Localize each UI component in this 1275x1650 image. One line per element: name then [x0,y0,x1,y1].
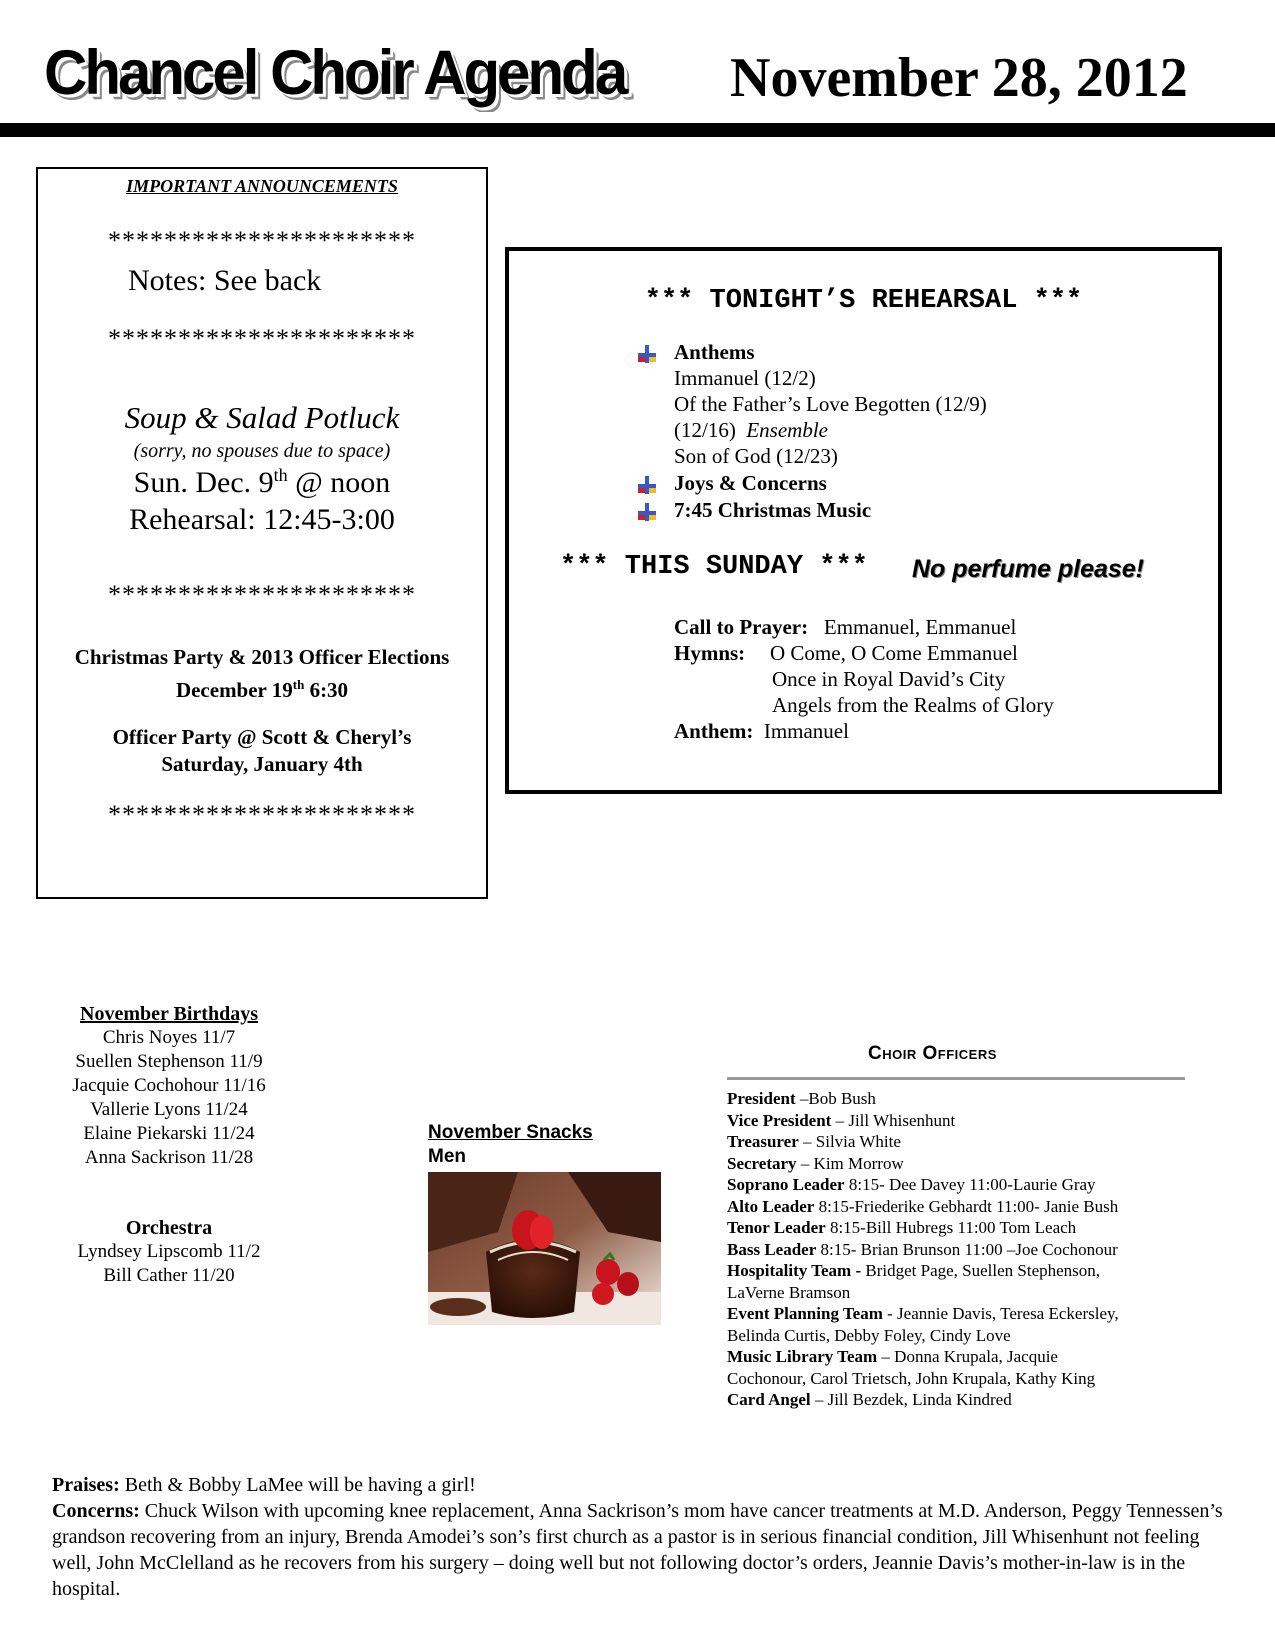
officer-role: Alto Leader [727,1196,815,1216]
hymn-item: Once in Royal David’s City [772,667,1006,691]
officer-name: – Jill Bezdek, Linda Kindred [810,1390,1012,1409]
star-divider: ********************** [108,324,416,353]
officer-row [727,1282,1227,1304]
party-date-sup: th [292,677,305,692]
christmas-party [38,644,486,704]
officer-row [727,1196,1227,1218]
officer-role: President [727,1089,796,1108]
ensemble-label: Ensemble [746,418,828,442]
officer-name: 8:15- Dee Davey 11:00-Laurie Gray [844,1175,1096,1194]
potluck-rehearsal: Rehearsal: 12:45-3:00 [129,503,395,536]
praises-label: Praises: [52,1474,120,1496]
snacks-group: Men [428,1146,466,1167]
anthem-item: Son of God (12/23) [674,444,838,468]
anthem-item: Of the Father’s Love Begotten (12/9) [674,392,987,416]
sunday-anthem [674,719,849,744]
anthem-value: Immanuel [763,719,849,743]
header-rule [0,123,1275,137]
officer-name: Cochonour, Carol Trietsch, John Krupala, Kathy King [727,1368,1096,1388]
officer-role: Tenor Leader [727,1218,826,1237]
officer-role: Soprano Leader [727,1175,845,1194]
page-date: November 28, 2012 [730,47,1188,109]
anthem-item: Immanuel (12/2) [674,366,816,390]
officer-name: – Silvia White [798,1132,901,1151]
potluck-subtitle: (sorry, no spouses due to space) [133,440,391,462]
orchestra-heading: Orchestra [125,1217,213,1239]
officer-name: 8:15-Bill Hubregs 11:00 Tom Leach [825,1218,1077,1237]
potluck-date-sup: th [273,465,288,485]
officer-role: Hospitality Team - [727,1261,862,1280]
perfume-notice: No perfume please! [912,555,1145,583]
officer-party-line1: Officer Party @ Scott & Cheryl’s [112,725,412,749]
birthdays-section [40,1002,298,1170]
officer-name: – Kim Morrow [796,1153,904,1173]
officers-list [727,1088,1227,1411]
potluck-date [38,465,486,500]
rehearsal-heading: *** TONIGHT’S REHEARSAL *** [644,286,1083,316]
orchestra-section [40,1216,298,1288]
officer-party-line2: Saturday, January 4th [161,752,363,776]
concerns-paragraph [52,1498,1242,1602]
officer-row [727,1131,1227,1153]
hymns-label-text: Hymns: [674,641,746,665]
officer-role: Music Library Team [727,1347,878,1366]
anthem-item-ensemble [674,418,828,443]
officer-role: Card Angel [727,1390,811,1409]
potluck-title: Soup & Salad Potluck [124,400,400,435]
officers-heading: Choir Officers [868,1043,997,1064]
officer-name: LaVerne Bramson [727,1282,851,1302]
potluck-date-prefix: Sun. Dec. 9 [133,466,274,499]
officer-name: Bridget Page, Suellen Stephenson, [861,1261,1101,1280]
birthday-item: Elaine Piekarski 11/24 [83,1123,255,1144]
birthday-item: Suellen Stephenson 11/9 [75,1051,263,1072]
star-divider: ********************** [108,800,416,829]
officer-role: Secretary [727,1153,797,1173]
hymn-item: Angels from the Realms of Glory [772,693,1054,717]
officer-row [727,1153,1227,1175]
praises-line [52,1472,1242,1498]
page-title: Chancel Choir Agenda [44,37,626,108]
christmas-party-line2 [38,671,486,704]
officer-row [727,1346,1227,1368]
officer-row [727,1325,1227,1347]
officer-role: Vice President [727,1110,832,1130]
christmas-music-label: 7:45 Christmas Music [674,498,872,522]
party-date-suffix: 6:30 [304,678,349,702]
officer-row [727,1260,1227,1282]
officer-name: –Bob Bush [795,1089,876,1108]
officer-row [727,1239,1227,1261]
star-divider: ********************** [108,226,416,255]
concerns-label: Concerns: [52,1500,140,1522]
officer-row [727,1303,1227,1325]
hymn-item: O Come, O Come Emmanuel [770,641,1018,665]
officer-role: Event Planning Team [727,1304,883,1323]
anthems-label: Anthems [674,340,755,364]
birthday-item: Jacquie Cochohour 11/16 [72,1075,266,1096]
snacks-heading: November Snacks [428,1122,593,1143]
officer-name: 8:15-Friederike Gebhardt 11:00- Janie Bush [814,1196,1119,1216]
birthday-item: Vallerie Lyons 11/24 [90,1099,248,1120]
potluck-date-suffix: @ noon [287,466,391,499]
officer-row [727,1174,1227,1196]
cross-bullet-icon [638,503,656,521]
ensemble-date: (12/16) [674,418,736,442]
call-to-prayer [674,615,1016,640]
birthday-item: Chris Noyes 11/7 [102,1027,236,1048]
officer-row [727,1088,1227,1110]
cross-bullet-icon [638,476,656,494]
party-date-prefix: December 19 [175,678,293,702]
officer-role: Treasurer [727,1132,799,1151]
officer-row [727,1368,1227,1390]
chocolate-cake-photo [428,1172,661,1325]
christmas-party-line1: Christmas Party & 2013 Officer Elections [74,645,450,669]
officer-name: 8:15- Brian Brunson 11:00 –Joe Cochonour [816,1239,1118,1259]
announcements-heading: IMPORTANT ANNOUNCEMENTS [126,176,398,196]
anthem-label: Anthem: [674,719,754,743]
officer-row [727,1389,1227,1411]
orchestra-item: Bill Cather 11/20 [103,1265,235,1286]
officer-name: Belinda Curtis, Debby Foley, Cindy Love [727,1325,1011,1345]
officer-name: – Jill Whisenhunt [831,1110,956,1130]
officer-row [727,1217,1227,1239]
notes-line: Notes: See back [128,264,322,297]
star-divider: ********************** [108,580,416,609]
birthdays-heading: November Birthdays [80,1003,258,1025]
officer-name: – Donna Krupala, Jacquie [877,1347,1058,1366]
joys-concerns-label: Joys & Concerns [674,471,827,495]
cross-bullet-icon [638,345,656,363]
praises-text: Beth & Bobby LaMee will be having a girl! [119,1474,476,1496]
officer-name: - Jeannie Davis, Teresa Eckersley, [882,1304,1119,1323]
call-value: Emmanuel, Emmanuel [823,615,1017,639]
officer-row [727,1110,1227,1132]
sunday-heading: *** THIS SUNDAY *** [560,552,868,582]
birthday-item: Anna Sackrison 11/28 [84,1147,254,1168]
officer-role: Bass Leader [727,1239,817,1259]
officers-rule [727,1077,1185,1080]
hymns-label [674,641,745,666]
concerns-text: Chuck Wilson with upcoming knee replacement, Anna Sackrison’s mom have cancer treatments at M.D. Anderson, Peggy Tennessen’s grandson recovering from an injury, Brenda Amodei’s son’s first church as a pastor is in serious financial condition, Jill Whisenhunt not feeling well, John McClelland as he recovers from his surgery – doing well but not following doctor’s orders, Jeannie Davis’s mother-in-law is in the hospital. [52,1500,1223,1600]
praises-concerns [52,1472,1242,1602]
officer-party [38,724,486,778]
call-label: Call to Prayer: [674,615,809,639]
orchestra-item: Lyndsey Lipscomb 11/2 [77,1241,261,1262]
